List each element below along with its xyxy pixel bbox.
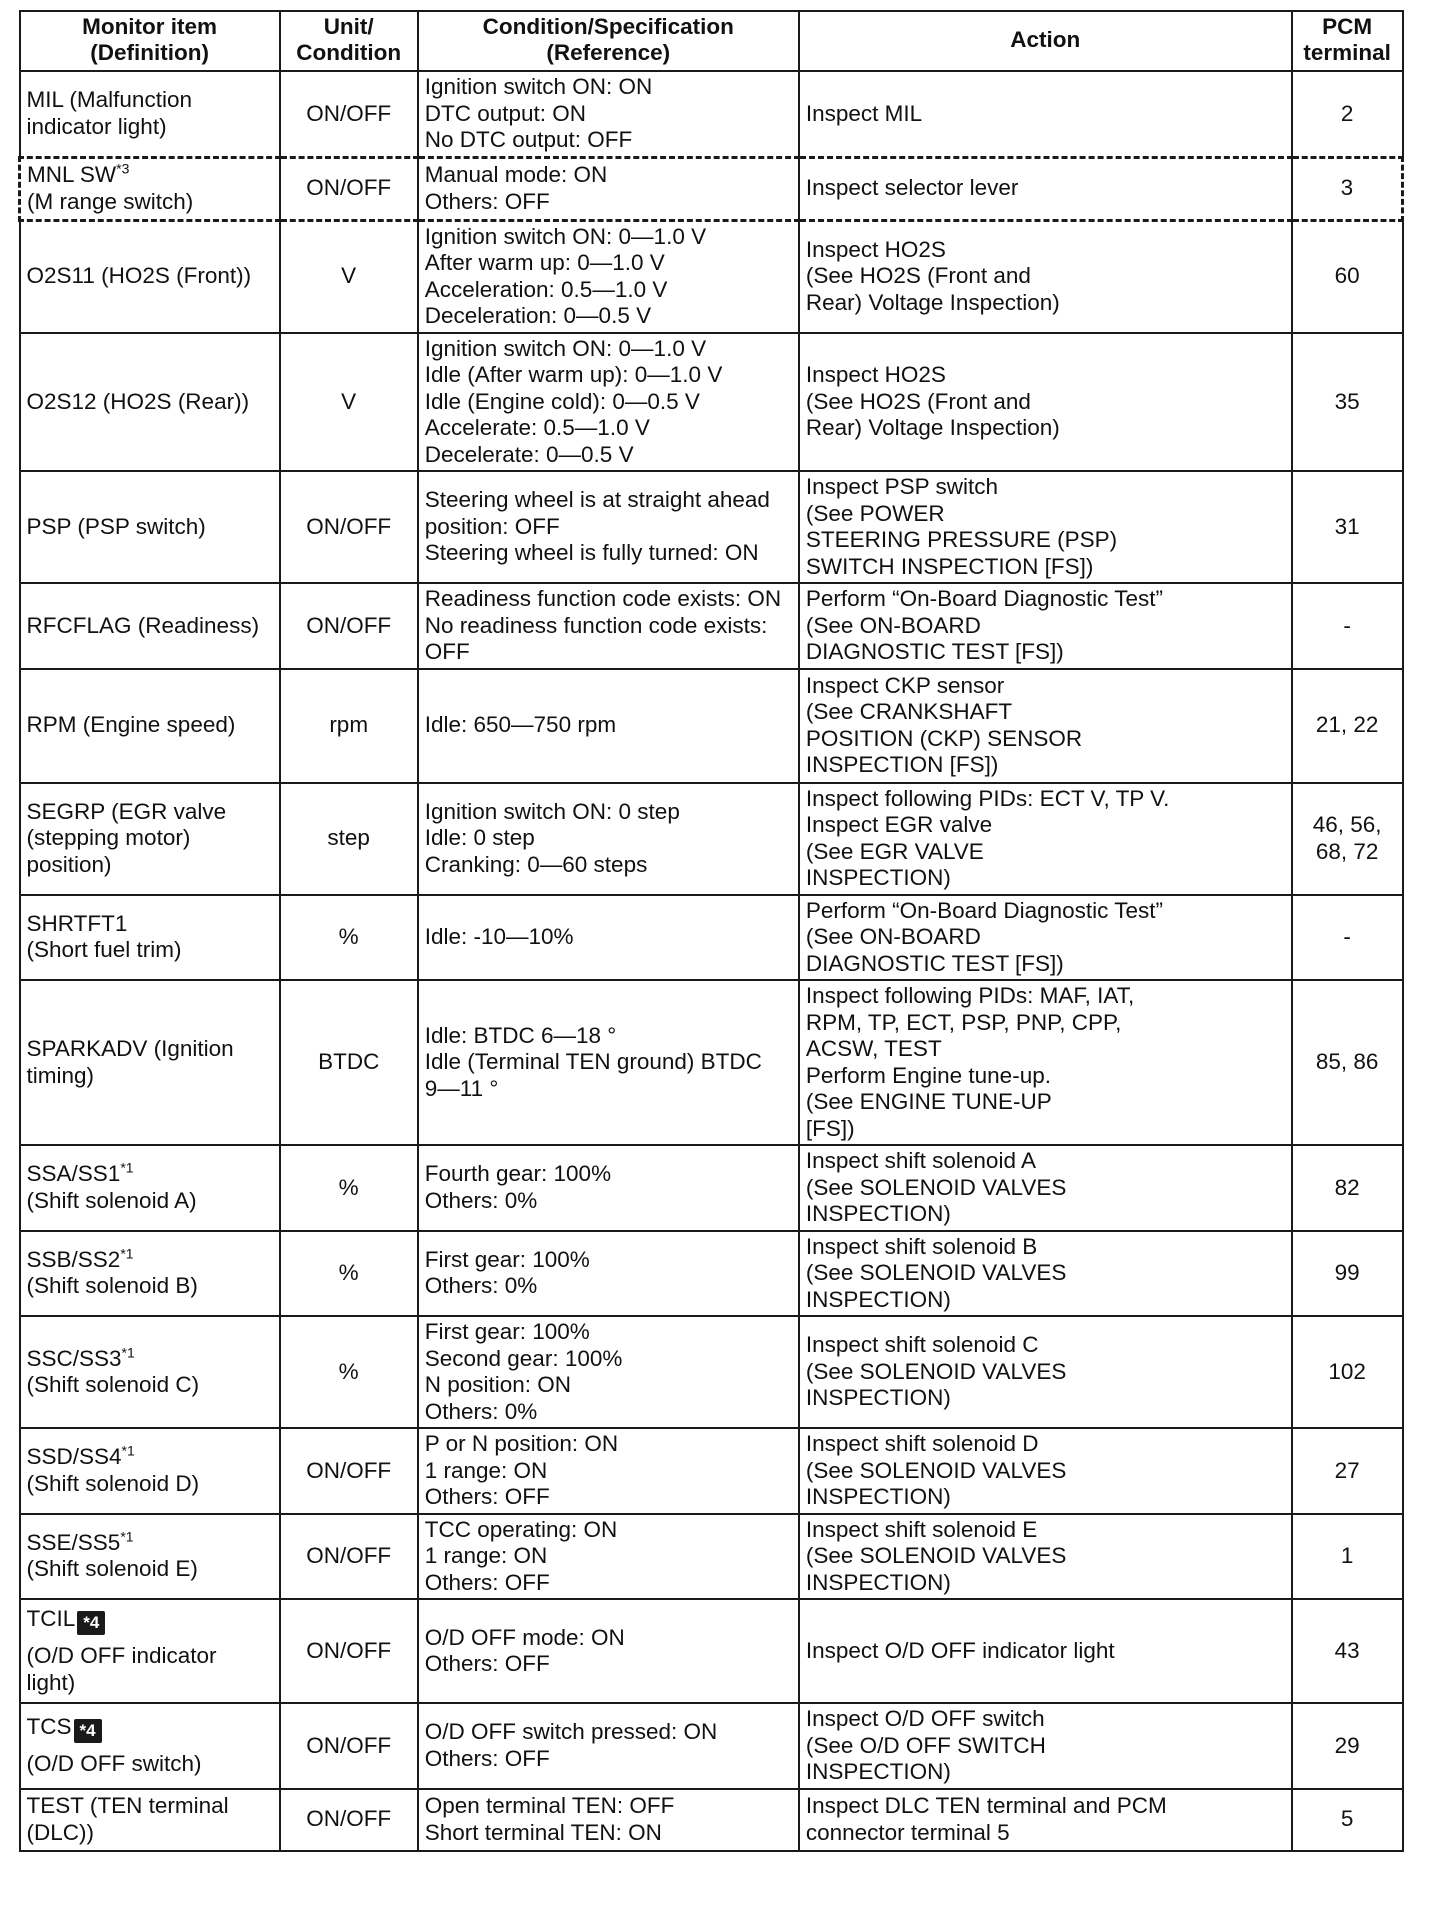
header-pcm-terminal: PCM terminal [1292,11,1403,71]
cell-unit: ON/OFF [280,71,418,157]
cell-pcm-terminal [1292,783,1403,895]
cell-pcm-terminal [1292,895,1403,981]
table-row [20,220,1403,333]
item-name [27,1444,273,1471]
table-row [20,783,1403,895]
table-row [20,583,1403,669]
action-line: Inspect HO2S [805,236,946,262]
condition-line: Idle (Terminal TEN ground) BTDC [424,1049,762,1075]
cell-monitor-item [20,1599,280,1703]
terminal-line: - [1343,924,1351,949]
cell-unit: ON/OFF [280,1703,418,1789]
cell-monitor-item [20,669,280,783]
action-line: INSPECTION) [805,1286,951,1312]
cell-action [799,1428,1292,1514]
condition-line: Short terminal TEN: ON [424,1819,662,1845]
cell-condition [418,1231,799,1317]
action-line: RPM, TP, ECT, PSP, PNP, CPP, [805,1009,1122,1035]
condition-line: Manual mode: ON [424,162,608,187]
condition-line: Second gear: 100% [424,1345,623,1371]
table-row [20,1789,1403,1851]
cell-action [799,583,1292,669]
terminal-line: 68, 72 [1315,838,1379,864]
cell-condition [418,669,799,783]
cell-monitor-item [20,1514,280,1600]
item-line: (DLC)) [26,1819,94,1845]
cell-condition [418,1703,799,1789]
terminal-line: 82 [1334,1174,1360,1200]
item-line: (O/D OFF switch) [26,1751,202,1776]
action-line: SWITCH INSPECTION [FS]) [805,553,1094,579]
condition-line: 9—11 ° [424,1075,499,1101]
cell-condition [418,1789,799,1851]
item-line: (Shift solenoid D) [26,1470,200,1496]
item-line: SEGRP (EGR valve [26,798,227,824]
item-label: SSD/SS4 [26,1444,122,1470]
terminal-line: 21, 22 [1315,712,1379,738]
cell-condition [418,895,799,981]
cell-unit: ON/OFF [280,583,418,669]
action-line: connector terminal 5 [805,1819,1010,1845]
cell-action [799,1514,1292,1600]
condition-line: Others: OFF [424,1651,550,1676]
cell-monitor-item [20,1145,280,1231]
condition-line: Ignition switch ON: 0 step [424,798,680,824]
cell-unit: ON/OFF [280,1599,418,1703]
item-name [27,1606,273,1635]
condition-line: O/D OFF mode: ON [424,1624,625,1650]
action-line: Inspect selector lever [805,175,1019,201]
condition-line: No DTC output: OFF [424,127,633,152]
terminal-line: 31 [1334,513,1360,539]
cell-monitor-item [20,1231,280,1317]
item-name [27,1161,273,1188]
cell-condition [418,1428,799,1514]
cell-action [799,333,1292,472]
table-row [20,1703,1403,1789]
condition-line: Idle (After warm up): 0—1.0 V [424,362,723,387]
condition-line: Readiness function code exists: ON [424,586,782,611]
cell-unit: % [280,1231,418,1317]
table-row [20,157,1403,220]
item-label: TCIL [26,1606,76,1631]
item-line: (M range switch) [27,188,194,214]
item-line: position) [26,851,112,877]
action-line: (See SOLENOID VALVES [805,1260,1067,1285]
item-name [27,1346,273,1373]
condition-line: Idle (Engine cold): 0—0.5 V [424,388,700,414]
table-row [20,1316,1403,1428]
condition-line: Fourth gear: 100% [424,1161,612,1187]
action-line: (See CRANKSHAFT [805,699,1013,724]
cell-action [799,471,1292,583]
item-line: (Shift solenoid A) [26,1187,197,1213]
footnote-badge-icon: *4 [77,1611,105,1635]
action-line: Inspect shift solenoid E [805,1516,1038,1542]
action-line: INSPECTION) [805,1759,951,1784]
condition-line: Others: OFF [424,188,550,214]
cell-condition [418,333,799,472]
cell-unit: rpm [280,669,418,783]
action-line: [FS]) [805,1115,855,1141]
item-line: (Shift solenoid E) [26,1556,198,1582]
header-monitor-item: Monitor item (Definition) [20,11,280,71]
cell-condition [418,220,799,333]
item-line: light) [26,1669,76,1695]
terminal-line: 3 [1340,175,1354,201]
cell-condition [418,471,799,583]
page [18,10,1404,1852]
item-line: indicator light) [26,113,167,139]
cell-monitor-item [20,471,280,583]
cell-condition [418,980,799,1145]
action-line: POSITION (CKP) SENSOR [805,725,1083,751]
cell-unit: V [280,333,418,472]
condition-line: First gear: 100% [424,1246,590,1272]
cell-pcm-terminal [1292,471,1403,583]
condition-line: Idle: 0 step [424,825,535,851]
cell-monitor-item [20,783,280,895]
item-name [27,1530,273,1557]
item-line: O2S12 (HO2S (Rear)) [26,388,250,414]
cell-monitor-item [20,157,280,220]
footnote-marker: *3 [116,160,130,177]
cell-unit: ON/OFF [280,1789,418,1851]
table-row [20,980,1403,1145]
action-line: Inspect shift solenoid D [805,1431,1039,1456]
item-label: TCS [26,1714,72,1739]
cell-monitor-item [20,895,280,981]
item-line: TEST (TEN terminal [26,1793,229,1818]
condition-line: OFF [424,639,470,664]
cell-unit: ON/OFF [280,471,418,583]
cell-condition [418,1514,799,1600]
item-line: SHRTFT1 [26,910,128,936]
cell-monitor-item [20,1703,280,1789]
item-label: SSC/SS3 [26,1345,122,1371]
cell-pcm-terminal [1292,1428,1403,1514]
header-action: Action [799,11,1292,71]
condition-line: Others: 0% [424,1187,538,1213]
terminal-line: 43 [1334,1637,1360,1663]
condition-line: Ignition switch ON: 0—1.0 V [424,335,707,361]
cell-action [799,71,1292,157]
cell-action [799,1599,1292,1703]
cell-pcm-terminal [1292,157,1403,220]
action-line: Inspect shift solenoid A [805,1148,1036,1173]
table-row [20,1231,1403,1317]
action-line: (See HO2S (Front and [805,263,1031,289]
cell-condition [418,157,799,220]
action-line: Perform “On-Board Diagnostic Test” [805,586,1164,611]
cell-unit: % [280,1316,418,1428]
condition-line: Cranking: 0—60 steps [424,851,648,877]
item-line: RFCFLAG (Readiness) [26,612,260,638]
cell-monitor-item [20,1428,280,1514]
condition-line: Accelerate: 0.5—1.0 V [424,415,650,440]
terminal-line: 35 [1334,388,1360,414]
action-line: (See ENGINE TUNE-UP [805,1089,1052,1114]
action-line: Inspect DLC TEN terminal and PCM [805,1793,1167,1818]
condition-line: Steering wheel is fully turned: ON [424,540,759,566]
action-line: Inspect MIL [805,100,923,126]
action-line: (See ON-BOARD [805,612,981,638]
terminal-line: 85, 86 [1315,1049,1379,1075]
cell-action [799,1316,1292,1428]
action-line: (See SOLENOID VALVES [805,1174,1067,1200]
item-label: SSE/SS5 [26,1529,121,1555]
terminal-line: - [1343,612,1351,638]
terminal-line: 27 [1334,1457,1360,1483]
action-line: Inspect EGR valve [805,812,993,837]
terminal-line: 29 [1334,1732,1360,1758]
cell-unit: % [280,1145,418,1231]
condition-line: 1 range: ON [424,1543,548,1568]
cell-action [799,783,1292,895]
item-label: SSA/SS1 [26,1161,121,1187]
action-line: Inspect following PIDs: ECT V, TP V. [805,785,1170,811]
cell-unit: step [280,783,418,895]
action-line: DIAGNOSTIC TEST [FS]) [805,950,1064,976]
item-line: O2S11 (HO2S (Front)) [26,263,252,289]
cell-pcm-terminal [1292,583,1403,669]
table-row [20,1599,1403,1703]
action-line: Inspect CKP sensor [805,672,1005,698]
condition-line: Deceleration: 0—0.5 V [424,303,652,328]
cell-action [799,1703,1292,1789]
table-row [20,471,1403,583]
table-row [20,895,1403,981]
action-line: STEERING PRESSURE (PSP) [805,527,1118,552]
action-line: Rear) Voltage Inspection) [805,415,1060,440]
item-name [27,162,273,189]
action-line: Inspect O/D OFF indicator light [805,1637,1115,1663]
table-row [20,1514,1403,1600]
item-line: timing) [26,1062,95,1088]
cell-condition [418,1599,799,1703]
condition-line: Idle: -10—10% [424,924,574,949]
condition-line: Ignition switch ON: 0—1.0 V [424,223,707,249]
item-label: SSB/SS2 [26,1246,121,1272]
action-line: (See O/D OFF SWITCH [805,1732,1046,1758]
condition-line: N position: ON [424,1372,572,1397]
action-line: (See ON-BOARD [805,924,981,949]
condition-line: Others: OFF [424,1484,550,1509]
cell-condition [418,1316,799,1428]
action-line: Perform Engine tune-up. [805,1062,1051,1088]
condition-line: Others: OFF [424,1569,550,1595]
footnote-marker: *1 [121,1344,135,1360]
item-label: MNL SW [27,162,117,187]
cell-pcm-terminal [1292,1514,1403,1600]
item-name [27,1714,273,1743]
action-line: Inspect O/D OFF switch [805,1706,1045,1731]
cell-pcm-terminal [1292,1789,1403,1851]
action-line: Inspect PSP switch [805,474,999,499]
condition-line: Others: 0% [424,1398,538,1424]
terminal-line: 2 [1340,100,1354,126]
cell-monitor-item [20,1316,280,1428]
cell-pcm-terminal [1292,1231,1403,1317]
cell-condition [418,783,799,895]
cell-action [799,220,1292,333]
header-unit-condition: Unit/ Condition [280,11,418,71]
condition-line: P or N position: ON [424,1431,619,1456]
terminal-line: 102 [1328,1358,1366,1384]
item-line: (Shift solenoid B) [26,1273,198,1299]
cell-pcm-terminal [1292,1703,1403,1789]
item-name [27,1247,273,1274]
cell-unit: V [280,220,418,333]
action-line: Inspect shift solenoid C [805,1332,1039,1358]
terminal-line: 60 [1334,263,1360,289]
condition-line: 1 range: ON [424,1457,548,1483]
table-row [20,1428,1403,1514]
condition-line: Decelerate: 0—0.5 V [424,441,634,467]
action-line: Perform “On-Board Diagnostic Test” [805,897,1164,923]
cell-monitor-item [20,333,280,472]
cell-condition [418,583,799,669]
item-line: MIL (Malfunction [26,87,192,113]
table-row [20,71,1403,157]
terminal-line: 1 [1340,1543,1354,1568]
cell-action [799,1145,1292,1231]
action-line: Inspect shift solenoid B [805,1233,1038,1259]
footnote-marker: *1 [121,1442,135,1459]
table-row [20,669,1403,783]
cell-unit: ON/OFF [280,157,418,220]
header-row [20,11,1403,71]
cell-action [799,1789,1292,1851]
cell-unit: ON/OFF [280,1428,418,1514]
condition-line: Steering wheel is at straight ahead [424,487,770,513]
condition-line: First gear: 100% [424,1319,590,1344]
condition-line: position: OFF [424,513,560,539]
condition-line: Ignition switch ON: ON [424,74,653,99]
cell-action [799,669,1292,783]
item-line: (O/D OFF indicator [26,1643,217,1668]
action-line: (See POWER [805,500,945,526]
cell-monitor-item [20,71,280,157]
action-line: (See HO2S (Front and [805,388,1031,414]
action-line: Rear) Voltage Inspection) [805,289,1060,315]
action-line: (See SOLENOID VALVES [805,1457,1067,1483]
terminal-line: 5 [1340,1806,1354,1832]
action-line: INSPECTION) [805,1201,951,1226]
item-line: (Short fuel trim) [26,937,182,963]
action-line: (See SOLENOID VALVES [805,1543,1067,1568]
cell-monitor-item [20,583,280,669]
cell-action [799,157,1292,220]
condition-line: Idle: 650—750 rpm [424,712,617,738]
condition-line: DTC output: ON [424,100,587,126]
action-line: Inspect HO2S [805,362,946,387]
condition-line: Idle: BTDC 6—18 ° [424,1022,617,1048]
condition-line: Open terminal TEN: OFF [424,1793,675,1818]
action-line: (See EGR VALVE [805,838,984,864]
cell-pcm-terminal [1292,1316,1403,1428]
item-line: RPM (Engine speed) [26,712,236,738]
item-line: (stepping motor) [26,825,191,851]
action-line: INSPECTION) [805,1484,951,1509]
pid-monitor-table [18,10,1404,1852]
cell-monitor-item [20,980,280,1145]
cell-unit: % [280,895,418,981]
action-line: (See SOLENOID VALVES [805,1358,1067,1384]
cell-monitor-item [20,1789,280,1851]
cell-monitor-item [20,220,280,333]
cell-condition [418,71,799,157]
action-line: INSPECTION [FS]) [805,752,999,777]
table-row [20,333,1403,472]
cell-pcm-terminal [1292,669,1403,783]
condition-line: TCC operating: ON [424,1516,618,1542]
action-line: INSPECTION) [805,1569,951,1595]
cell-pcm-terminal [1292,71,1403,157]
condition-line: Others: OFF [424,1745,550,1771]
table-body [20,71,1403,1851]
action-line: DIAGNOSTIC TEST [FS]) [805,639,1064,664]
condition-line: O/D OFF switch pressed: ON [424,1719,718,1745]
item-line: (Shift solenoid C) [26,1372,200,1397]
action-line: INSPECTION) [805,1385,951,1411]
cell-action [799,980,1292,1145]
item-line: PSP (PSP switch) [26,513,206,539]
cell-pcm-terminal [1292,1599,1403,1703]
condition-line: After warm up: 0—1.0 V [424,250,665,275]
header-condition-specification: Condition/Specification (Reference) [418,11,799,71]
footnote-badge-icon: *4 [74,1719,102,1743]
cell-unit: BTDC [280,980,418,1145]
condition-line: Others: 0% [424,1273,538,1299]
cell-action [799,895,1292,981]
footnote-marker: *1 [120,1528,134,1545]
cell-condition [418,1145,799,1231]
cell-pcm-terminal [1292,220,1403,333]
cell-pcm-terminal [1292,980,1403,1145]
condition-line: Acceleration: 0.5—1.0 V [424,276,668,302]
terminal-line: 99 [1334,1260,1360,1285]
footnote-marker: *1 [120,1159,134,1176]
cell-pcm-terminal [1292,1145,1403,1231]
cell-pcm-terminal [1292,333,1403,472]
action-line: ACSW, TEST [805,1036,942,1061]
cell-unit: ON/OFF [280,1514,418,1600]
action-line: INSPECTION) [805,865,951,890]
cell-action [799,1231,1292,1317]
condition-line: No readiness function code exists: [424,612,768,638]
terminal-line: 46, 56, [1312,812,1382,837]
item-line: SPARKADV (Ignition [26,1036,234,1061]
table-row [20,1145,1403,1231]
action-line: Inspect following PIDs: MAF, IAT, [805,983,1135,1008]
footnote-marker: *1 [120,1245,134,1262]
